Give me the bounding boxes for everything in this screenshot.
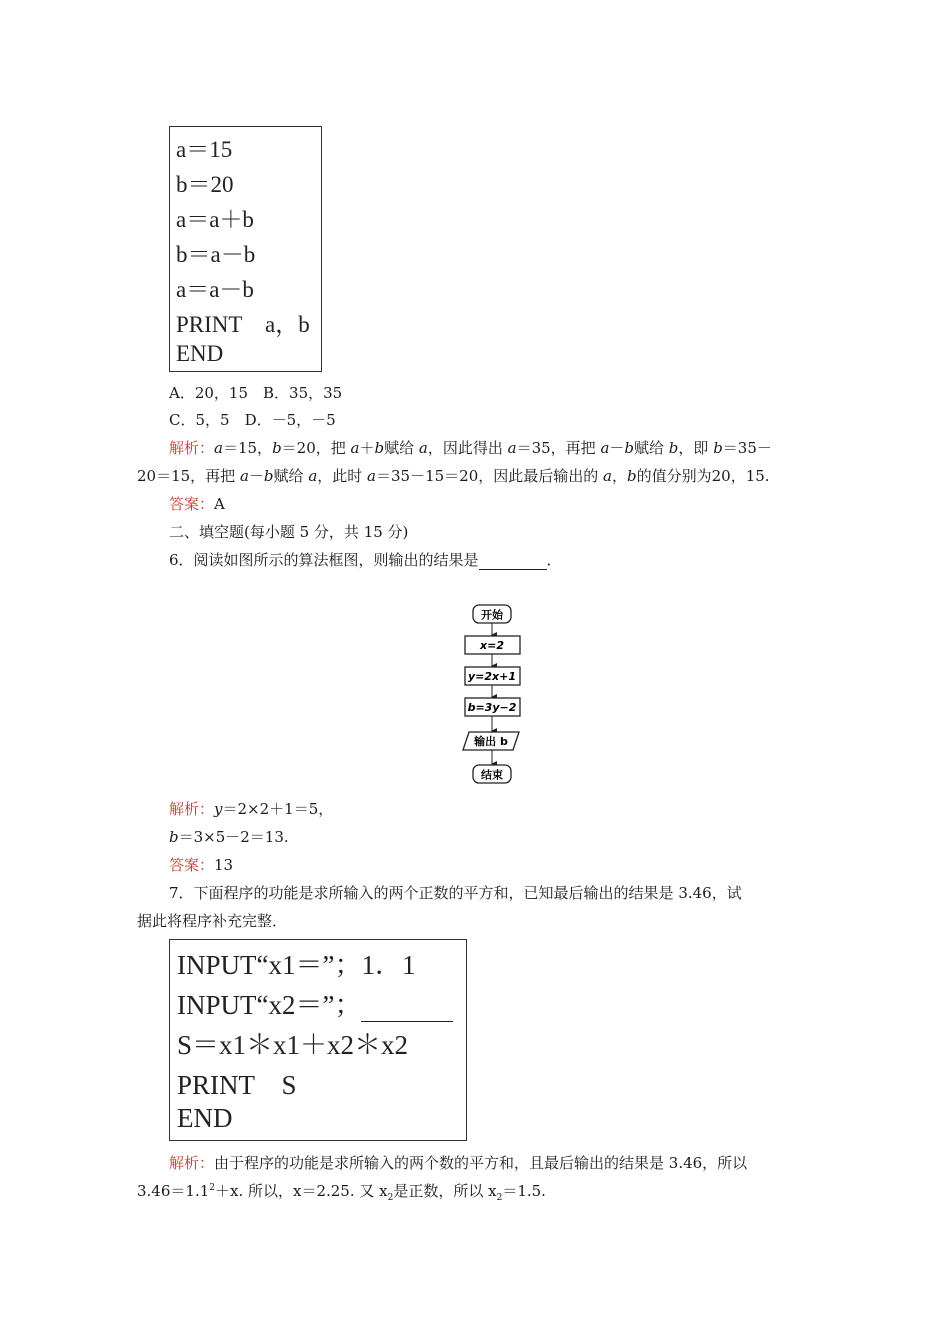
analysis-label: 解析：	[169, 1154, 215, 1172]
svg-text:b=3y−2: b=3y−2	[467, 701, 517, 714]
flowchart-step-3	[465, 698, 520, 716]
analysis-label: 解析：	[169, 800, 215, 818]
code-line: a＝a－b	[176, 277, 254, 302]
answer-blank	[479, 551, 547, 570]
code-line: a＝a＋b	[176, 207, 254, 232]
q5-options-line-1: A．20，15 B．35，35	[169, 384, 343, 402]
answer-value: 13	[214, 856, 234, 874]
q7-question-line-1: 7．下面程序的功能是求所输入的两个正数的平方和，已知最后输出的结果是 3.46，试	[169, 884, 742, 902]
code-line: END	[177, 1103, 233, 1133]
svg-text:x=2: x=2	[480, 639, 504, 652]
code-line: a＝15	[176, 137, 233, 162]
flowchart-output	[463, 732, 519, 750]
code-line: b＝20	[176, 172, 234, 197]
flowchart-start	[473, 605, 511, 623]
flowchart-step-1	[465, 636, 520, 654]
section-title: 二、填空题(每小题 5 分，共 15 分)	[169, 523, 409, 541]
code-line: INPUT“x2＝”；	[177, 983, 453, 1022]
answer-value: A	[214, 495, 225, 513]
svg-text:输出 b: 输出 b	[474, 735, 508, 748]
code-line: PRINT a，b	[176, 312, 310, 337]
answer-label: 答案：	[169, 495, 215, 513]
program-box-1	[169, 126, 322, 372]
program-box-2	[169, 939, 467, 1141]
q5-answer	[169, 493, 225, 514]
code-line: S＝x1＊x1＋x2＊x2	[177, 1030, 409, 1060]
svg-text:开始: 开始	[481, 608, 503, 622]
q7-analysis-line-1: 解析：由于程序的功能是求所输入的两个数的平方和，且最后输出的结果是 3.46，所以	[169, 1154, 748, 1172]
code-line: INPUT“x1＝”；1．1	[177, 950, 416, 980]
code-line: PRINT S	[177, 1070, 297, 1100]
svg-text:结束: 结束	[481, 768, 503, 782]
q6-analysis-line-2: b＝3×5－2＝13.	[169, 828, 289, 846]
answer-label: 答案：	[169, 856, 215, 874]
code-blank	[361, 990, 453, 1022]
flowchart	[455, 602, 535, 788]
q5-analysis-line-1: 解析：a＝15，b＝20，把 a＋b赋给 a，因此得出 a＝35，再把 a－b赋给 b，即 b＝35－	[169, 439, 772, 457]
q7-question-line-2: 据此将程序补充完整．	[137, 912, 288, 930]
analysis-label: 解析：	[169, 439, 215, 457]
q7-analysis-line-2: $3.46=1.1^2+x$. 所以，x＝2.25. 又 $x_2$是正数，所以 $x_2=1.5$.	[137, 1182, 546, 1203]
svg-text:y=2x+1: y=2x+1	[467, 670, 517, 683]
code-line: END	[176, 341, 224, 366]
q5-options-line-2: C．5，5 D．－5，－5	[169, 411, 336, 429]
code-line: b＝a－b	[176, 242, 256, 267]
q6-question: 6．阅读如图所示的算法框图，则输出的结果是 ．	[169, 551, 562, 569]
q5-analysis-line-2: 20＝15，再把 a－b赋给 a，此时 a＝35－15＝20，因此最后输出的 a，b的值分别为20，15.	[137, 467, 770, 485]
q6-answer	[169, 854, 233, 875]
q6-analysis-line-1: 解析：y＝2×2＋1＝5，	[169, 800, 334, 818]
flowchart-end	[473, 765, 511, 783]
flowchart-step-2	[465, 667, 520, 685]
